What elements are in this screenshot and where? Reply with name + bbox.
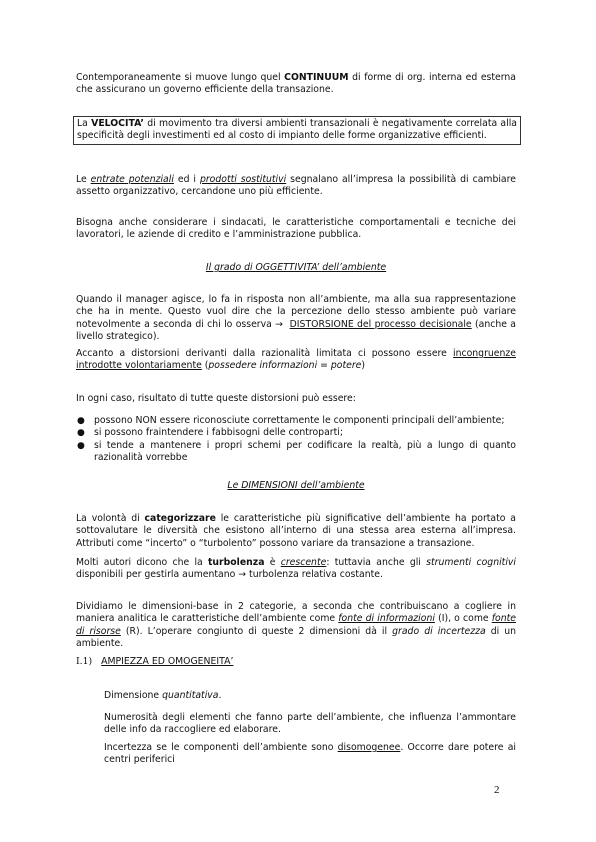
paragraph-numerosita: Numerosità degli elementi che fanno parte dell’ambiente, che influenza l’ammontare delle info da raccogliere ed elaborare. [104, 712, 516, 736]
paragraph-quantitativa: Dimensione quantitativa. [104, 690, 222, 701]
page-number: 2 [494, 784, 500, 796]
paragraph-continuum: Contemporaneamente si muove lungo quel CONTINUUM di forme di org. interna ed esterna che assicurano un governo efficiente della transazione. [76, 72, 517, 96]
paragraph-risultato: In ogni caso, risultato di tutte queste distorsioni può essere: [76, 393, 356, 404]
section-title: AMPIEZZA ED OMOGENEITA’ [101, 656, 234, 667]
turbolenza-term: turbolenza [207, 557, 265, 568]
velocita-box: La VELOCITA’ di movimento tra diversi ambienti transazionali è negativamente correlata alla specificità degli investimenti ed al costo di impianto delle forme organizzative efficienti. [73, 116, 521, 145]
list-item: ● si tende a mantenere i propri schemi per codificare la realtà, più a lungo di quanto razionalità vorrebbe [77, 439, 516, 463]
arrow-icon: → [275, 318, 283, 330]
bullet-icon: ● [77, 428, 85, 439]
bullet-icon: ● [77, 416, 85, 426]
continuum-term: CONTINUUM [284, 72, 349, 83]
categorizzare-term: categorizzare [144, 513, 216, 524]
paragraph-incertezza: Incertezza se le componenti dell’ambiente sono disomogenee. Occorre dare potere ai centri periferici [104, 742, 516, 766]
section-number: I.1) [76, 656, 93, 667]
heading-oggettivita: Il grado di OGGETTIVITA’ dell’ambiente [205, 262, 387, 273]
paragraph-sindacati: Bisogna anche considerare i sindacati, le caratteristiche comportamentali e tecniche dei lavoratori, le aziende di credito e l’amministrazione pubblica. [76, 217, 516, 241]
prodotti-sostitutivi-term: prodotti sostitutivi [199, 174, 287, 185]
paragraph-dividiamo: Dividiamo le dimensioni-base in 2 categorie, a seconda che contribuiscano a cogliere in maniera analitica le caratteristiche dell’ambiente come fonte di informazioni (I), o come fonte di risorse (R). L’operare congiunto di queste 2 dimensioni dà il grado di incertezza di un ambiente. [76, 601, 517, 649]
distorsione-term: DISTORSIONE del processo decisionale [289, 318, 472, 330]
bullet-icon: ● [77, 440, 85, 451]
arrow-icon: → [238, 569, 247, 581]
entrate-potenziali-term: entrate potenziali [90, 174, 174, 185]
section-heading [76, 656, 233, 668]
distortion-list [76, 415, 516, 464]
list-item: ● si possono fraintendere i fabbisogni delle controparti; [77, 427, 343, 439]
paragraph-distorsioni: Accanto a distorsioni derivanti dalla razionalità limitata ci possono essere incongruenze introdotte volontariamente (possedere informazioni = potere) [76, 348, 516, 372]
heading-dimensioni: Le DIMENSIONI dell’ambiente [227, 480, 365, 491]
paragraph-categorizzare: La volontà di categorizzare le caratteristiche più significative dell’ambiente ha portato a sottovalutare le diversità che esistono all’interno di una stessa area esterna all’impresa. Attributi come “incerto” o “turbolento” possono variare da transazione a transazione. [76, 513, 516, 549]
incongruenze-term: incongruenze introdotte volontariamente [76, 348, 516, 372]
paragraph-entrate: Le entrate potenziali ed i prodotti sostitutivi segnalano all’impresa la possibilità di cambiare assetto organizzativo, cercandone uno più efficiente. [76, 174, 516, 198]
velocita-term: VELOCITA’ [91, 118, 144, 129]
paragraph-turbolenza: Molti autori dicono che la turbolenza è crescente: tuttavia anche gli strumenti cognitivi disponibili per gestirla aumentano → turbolenza relativa costante. [76, 557, 516, 581]
list-item: ● possono NON essere riconosciute correttamente le componenti principali dell’ambiente; [77, 415, 505, 426]
paragraph-manager: Quando il manager agisce, lo fa in risposta non all’ambiente, ma alla sua rappresentazione che ha in mente. Questo vuol dire che la percezione dello stesso ambiente può variare notevolmente a seconda di chi lo osserva → DISTORSIONE del processo decisionale (anche a livello strategico). [76, 294, 516, 342]
